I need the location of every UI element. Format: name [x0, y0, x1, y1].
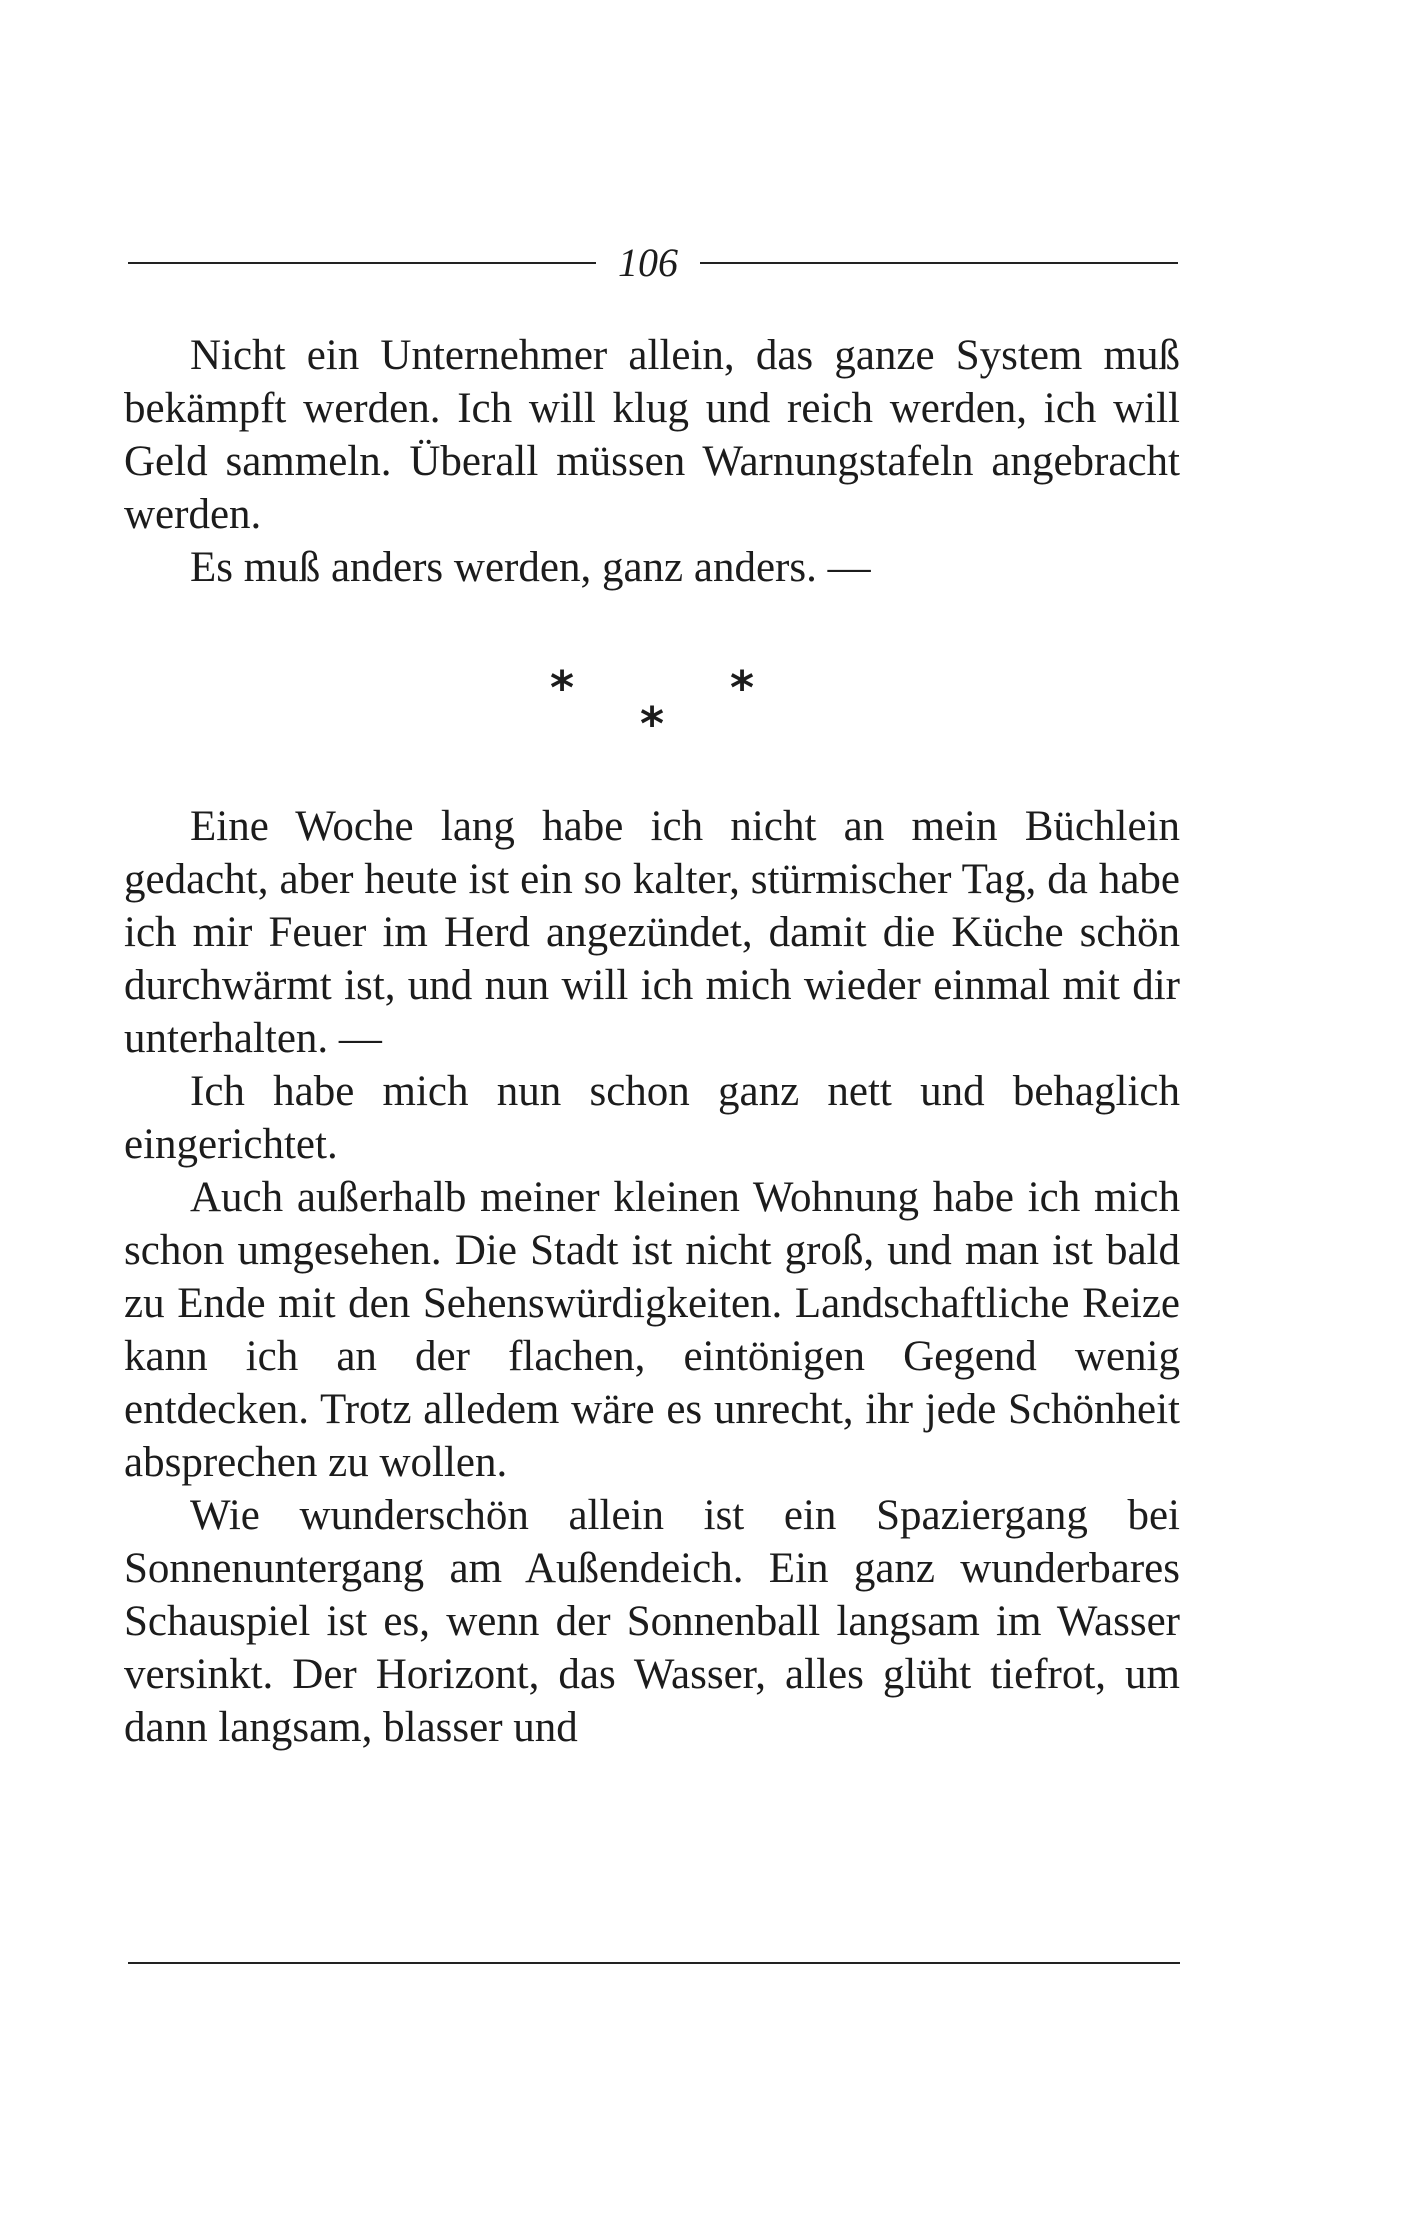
paragraph: Auch außerhalb meiner kleinen Wohnung habe ich mich schon umgesehen. Die Stadt ist nicht groß, und man ist bald zu Ende mit den Sehenswürdigkeiten. Landschaftliche Reize kann ich an der flachen, eintönigen Gegend wenig entdecken. Trotz alledem wäre es unrecht, ihr jede Schönheit absprechen zu wollen.	[124, 1174, 1180, 1486]
paragraph: Nicht ein Unternehmer allein, das ganze System muß bekämpft werden. Ich will klug und reich werden, ich will Geld sammeln. Überall müssen Warnungstafeln angebracht werden.	[124, 332, 1180, 538]
header-rule-right	[700, 262, 1178, 264]
paragraph: Eine Woche lang habe ich nicht an mein Büchlein gedacht, aber heute ist ein so kalter, stürmischer Tag, da habe ich mir Feuer im Herd angezündet, damit die Küche schön durchwärmt ist, und nun will ich mich wieder einmal mit dir unterhalten. —	[124, 803, 1180, 1062]
asterism-separator	[520, 661, 760, 755]
text-section-2	[124, 800, 1180, 1754]
text-section-1	[124, 329, 1180, 594]
header-rule-left	[128, 262, 596, 264]
paragraph: Wie wunderschön allein ist ein Spaziergang bei Sonnenuntergang am Außendeich. Ein ganz wunderbares Schauspiel ist es, wenn der Sonnenball langsam im Wasser versinkt. Der Horizont, das Wasser, alles glüht tiefrot, um dann langsam, blasser und	[124, 1492, 1180, 1751]
paragraph: Es muß anders werden, ganz anders. —	[190, 544, 871, 591]
page-number: 106	[618, 240, 678, 285]
page-header	[128, 238, 1178, 290]
asterisk: *	[640, 697, 665, 751]
asterisk: *	[550, 661, 575, 715]
footer-rule	[128, 1962, 1180, 1964]
paragraph: Ich habe mich nun schon ganz nett und behaglich eingerichtet.	[124, 1068, 1180, 1168]
asterisk: *	[730, 661, 755, 715]
